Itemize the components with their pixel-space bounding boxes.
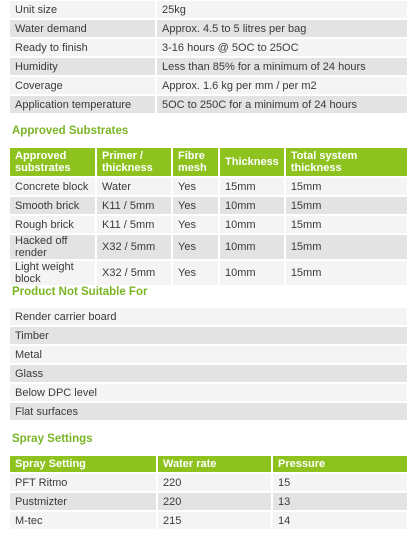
list-item bbox=[10, 327, 407, 344]
list-item bbox=[10, 346, 407, 363]
not-suitable-item: Glass bbox=[10, 365, 407, 382]
spec-label: Humidity bbox=[10, 58, 155, 75]
table-cell: X32 / 5mm bbox=[97, 235, 171, 259]
spec-label: Application temperature bbox=[10, 96, 155, 113]
column-header: Spray Setting bbox=[10, 456, 156, 472]
specs-block bbox=[0, 0, 409, 115]
table-cell: Rough brick bbox=[10, 216, 95, 233]
table-row bbox=[10, 39, 407, 56]
table-cell: Hacked off render bbox=[10, 235, 95, 259]
table-cell: Yes bbox=[173, 235, 218, 259]
table-header-row bbox=[10, 456, 407, 472]
table-cell: 10mm bbox=[220, 261, 284, 285]
table-cell: 15mm bbox=[286, 261, 407, 285]
table-cell: PFT Ritmo bbox=[10, 474, 156, 491]
column-header: Fibre mesh bbox=[173, 148, 218, 176]
table-row bbox=[10, 77, 407, 94]
table-cell: 10mm bbox=[220, 197, 284, 214]
list-item bbox=[10, 403, 407, 420]
spec-value: 5OC to 250C for a minimum of 24 hours bbox=[157, 96, 407, 113]
spray-table bbox=[8, 454, 409, 531]
not-suitable-block bbox=[0, 306, 409, 422]
table-cell: Yes bbox=[173, 197, 218, 214]
table-row bbox=[10, 1, 407, 18]
table-cell: 15 bbox=[273, 474, 407, 491]
list-item bbox=[10, 384, 407, 401]
table-row bbox=[10, 58, 407, 75]
table-cell: 13 bbox=[273, 493, 407, 510]
not-suitable-item: Flat surfaces bbox=[10, 403, 407, 420]
table-cell: Yes bbox=[173, 216, 218, 233]
specs-table bbox=[8, 0, 409, 115]
substrates-table bbox=[8, 146, 409, 287]
table-cell: 220 bbox=[158, 474, 271, 491]
spray-block bbox=[0, 454, 409, 531]
table-row bbox=[10, 512, 407, 529]
table-cell: 15mm bbox=[220, 178, 284, 195]
table-cell: 10mm bbox=[220, 235, 284, 259]
table-cell: K11 / 5mm bbox=[97, 197, 171, 214]
table-row bbox=[10, 96, 407, 113]
spec-value: Approx. 1.6 kg per mm / per m2 bbox=[157, 77, 407, 94]
table-row bbox=[10, 20, 407, 37]
table-cell: 10mm bbox=[220, 216, 284, 233]
not-suitable-table bbox=[8, 306, 409, 422]
table-cell: 220 bbox=[158, 493, 271, 510]
list-item bbox=[10, 365, 407, 382]
table-row bbox=[10, 261, 407, 285]
spec-value: Approx. 4.5 to 5 litres per bag bbox=[157, 20, 407, 37]
table-header-row bbox=[10, 148, 407, 176]
table-cell: Smooth brick bbox=[10, 197, 95, 214]
table-cell: 15mm bbox=[286, 235, 407, 259]
table-cell: Water bbox=[97, 178, 171, 195]
spec-label: Unit size bbox=[10, 1, 155, 18]
table-cell: 15mm bbox=[286, 216, 407, 233]
column-header: Pressure bbox=[273, 456, 407, 472]
table-cell: X32 / 5mm bbox=[97, 261, 171, 285]
table-cell: 215 bbox=[158, 512, 271, 529]
table-cell: Yes bbox=[173, 178, 218, 195]
spray-heading: Spray Settings bbox=[12, 433, 93, 445]
table-cell: 14 bbox=[273, 512, 407, 529]
column-header: Approved substrates bbox=[10, 148, 95, 176]
table-cell: Concrete block bbox=[10, 178, 95, 195]
table-row bbox=[10, 474, 407, 491]
column-header: Thickness bbox=[220, 148, 284, 176]
substrates-block bbox=[0, 146, 409, 287]
table-row bbox=[10, 235, 407, 259]
table-cell: Yes bbox=[173, 261, 218, 285]
substrates-heading: Approved Substrates bbox=[12, 125, 129, 137]
not-suitable-item: Metal bbox=[10, 346, 407, 363]
not-suitable-item: Below DPC level bbox=[10, 384, 407, 401]
spec-value: Less than 85% for a minimum of 24 hours bbox=[157, 58, 407, 75]
column-header: Water rate bbox=[158, 456, 271, 472]
column-header: Primer / thickness bbox=[97, 148, 171, 176]
column-header: Total system thickness bbox=[286, 148, 407, 176]
table-cell: 15mm bbox=[286, 197, 407, 214]
spec-label: Coverage bbox=[10, 77, 155, 94]
list-item bbox=[10, 308, 407, 325]
spec-value: 25kg bbox=[157, 1, 407, 18]
table-row bbox=[10, 197, 407, 214]
table-cell: K11 / 5mm bbox=[97, 216, 171, 233]
spec-label: Water demand bbox=[10, 20, 155, 37]
table-cell: Pustmizter bbox=[10, 493, 156, 510]
spec-label: Ready to finish bbox=[10, 39, 155, 56]
table-cell: Light weight block bbox=[10, 261, 95, 285]
table-cell: 15mm bbox=[286, 178, 407, 195]
table-row bbox=[10, 216, 407, 233]
not-suitable-item: Render carrier board bbox=[10, 308, 407, 325]
table-cell: M-tec bbox=[10, 512, 156, 529]
spec-value: 3-16 hours @ 5OC to 25OC bbox=[157, 39, 407, 56]
table-row bbox=[10, 178, 407, 195]
not-suitable-heading: Product Not Suitable For bbox=[12, 286, 148, 298]
not-suitable-item: Timber bbox=[10, 327, 407, 344]
table-row bbox=[10, 493, 407, 510]
